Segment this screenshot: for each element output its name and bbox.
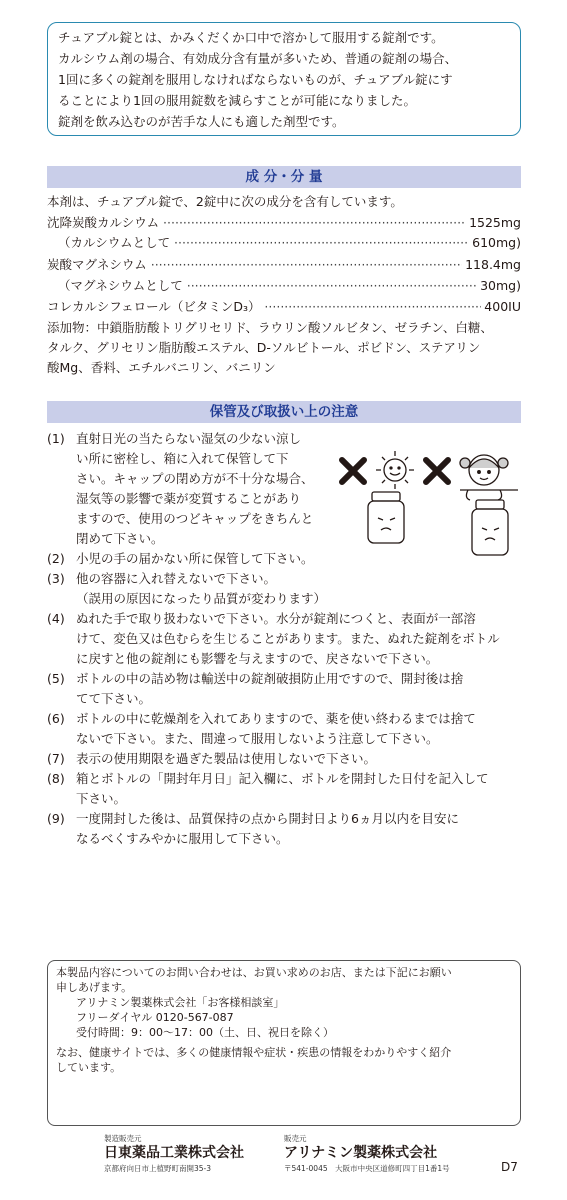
additives-line: 酸Mg、香料、エチルバニリン、バニリン (47, 360, 276, 375)
ingredient-amount: 118.4mg (462, 255, 521, 275)
storage-item (47, 609, 527, 629)
cross-icon (426, 460, 448, 482)
item-text: 表示の使用期限を過ぎた製品は使用しないで下さい。 (76, 751, 377, 766)
item-text: ボトルの中の詰め物は輸送中の錠剤破損防止用ですので、開封後は捨 (76, 671, 464, 686)
item-number: (3) (47, 571, 65, 586)
item-text: 箱とボトルの「開封年月日」記入欄に、ボトルを開封した日付を記入して (76, 771, 489, 786)
ingredient-row (58, 233, 521, 253)
ingredient-name: コレカルシフェロール（ビタミンD₃） ····· (47, 297, 481, 317)
intro-line: ることにより1回の服用錠数を減らすことが可能になりました。 (58, 93, 416, 108)
storage-item (47, 569, 527, 589)
item-text: 一度開封した後は、品質保持の点から開封日より6ヵ月以内を目安に (76, 811, 459, 826)
item-text: てて下さい。 (76, 691, 152, 706)
item-text: さい。キャップの閉め方が不十分な場合、 (76, 471, 314, 486)
sun-icon (376, 451, 414, 489)
item-number: (8) (47, 771, 65, 786)
contact-line: なお、健康サイトでは、多くの健康情報や症状・疾患の情報をわかりやすく紹介 (56, 1046, 452, 1059)
cross-icon (342, 460, 364, 482)
maker-label: 製造販売元 (104, 1134, 142, 1143)
item-number: (9) (47, 811, 65, 826)
storage-item (47, 749, 527, 769)
seller-name: アリナミン製薬株式会社 (284, 1145, 438, 1161)
contact-box (47, 960, 521, 1126)
ingredient-amount: 1525mg (466, 213, 521, 233)
seller-address: 〒541-0045 大阪市中央区道修町四丁目1番1号 (284, 1164, 450, 1173)
storage-item (47, 429, 527, 449)
composition-lead: 本剤は、チュアブル錠で、2錠中に次の成分を含有しています。 (47, 194, 403, 209)
item-number: (6) (47, 711, 65, 726)
ingredient-row (47, 213, 521, 233)
contact-hours: 受付時間：9：00〜17：00（土、日、祝日を除く） (76, 1026, 334, 1039)
bottle-icon (472, 500, 508, 555)
storage-item (47, 669, 527, 689)
item-number: (4) (47, 611, 65, 626)
ingredient-name: 炭酸マグネシウム ····· (47, 255, 462, 275)
item-number: (7) (47, 751, 65, 766)
item-text: 閉めて下さい。 (76, 531, 164, 546)
item-text: 小児の手の届かない所に保管して下さい。 (76, 551, 314, 566)
item-text: ないで下さい。また、間違って服用しないよう注意して下さい。 (76, 731, 439, 746)
storage-item (47, 809, 527, 829)
composition-heading: 成 分・分 量 (47, 166, 521, 188)
child-icon (460, 455, 518, 500)
bottle-icon (368, 492, 404, 543)
ingredient-name: 沈降炭酸カルシウム ····· (47, 213, 466, 233)
contact-company: アリナミン製薬株式会社「お客様相談室」 (76, 996, 285, 1009)
intro-line: 1回に多くの錠剤を服用しなければならないものが、チュアブル錠にす (58, 72, 453, 87)
additives-line: タルク、グリセリン脂肪酸エステル、D-ソルビトール、ポビドン、ステアリン (47, 340, 481, 355)
contact-phone: フリーダイヤル 0120-567-087 (76, 1011, 234, 1024)
seller-label: 販売元 (284, 1134, 307, 1143)
item-text: 直射日光の当たらない湿気の少ない涼し (76, 431, 302, 446)
item-text: 他の容器に入れ替えないで下さい。 (76, 571, 277, 586)
item-number: (1) (47, 431, 65, 446)
ingredient-amount: 30mg) (477, 276, 521, 296)
item-text: ますので、使用のつどキャップをきちんと (76, 511, 314, 526)
storage-item (47, 709, 527, 729)
ingredient-row (47, 297, 521, 317)
storage-illustration (338, 448, 526, 570)
item-number: (5) (47, 671, 65, 686)
item-number: (2) (47, 551, 65, 566)
item-text: けて、変色又は色むらを生じることがあります。また、ぬれた錠剤をボトル (76, 631, 500, 646)
ingredient-amount: 400IU (481, 297, 521, 317)
item-text: い所に密栓し、箱に入れて保管して下 (76, 451, 289, 466)
item-text: ぬれた手で取り扱わないで下さい。水分が錠剤につくと、表面が一部溶 (76, 611, 476, 626)
ingredient-row (58, 276, 521, 296)
ingredient-amount: 610mg) (469, 233, 521, 253)
contact-line: 申しあげます。 (56, 981, 133, 994)
page-code: D7 (501, 1160, 518, 1174)
intro-line: カルシウム剤の場合、有効成分含有量が多いため、普通の錠剤の場合、 (58, 51, 458, 66)
intro-line: 錠剤を飲み込むのが苦手な人にも適した剤型です。 (58, 114, 345, 129)
ingredient-name: （カルシウムとして ····· (58, 233, 469, 253)
storage-heading: 保管及び取扱い上の注意 (47, 401, 521, 423)
item-text: （誤用の原因になったり品質が変わります） (76, 591, 327, 606)
item-text: 湿気等の影響で薬が変質することがあり (76, 491, 302, 506)
item-text: 下さい。 (76, 791, 127, 806)
ingredient-row (47, 255, 521, 275)
item-text: ボトルの中に乾燥剤を入れてありますので、薬を使い終わるまでは捨て (76, 711, 476, 726)
item-text: に戻すと他の錠剤にも影響を与えますので、戻さないで下さい。 (76, 651, 439, 666)
maker-address: 京都府向日市上植野町南開35-3 (104, 1164, 212, 1173)
storage-item (47, 769, 527, 789)
contact-line: 本製品内容についてのお問い合わせは、お買い求めのお店、または下記にお願い (56, 966, 452, 979)
item-text: なるべくすみやかに服用して下さい。 (76, 831, 289, 846)
maker-name: 日東薬品工業株式会社 (104, 1145, 244, 1161)
intro-box (47, 22, 521, 136)
additives-line: 添加物：中鎖脂肪酸トリグリセリド、ラウリン酸ソルビタン、ゼラチン、白糖、 (47, 320, 493, 335)
ingredient-name: （マグネシウムとして ····· (58, 276, 477, 296)
intro-line: チュアブル錠とは、かみくだくか口中で溶かして服用する錠剤です。 (58, 30, 444, 45)
contact-line: しています。 (56, 1061, 122, 1074)
